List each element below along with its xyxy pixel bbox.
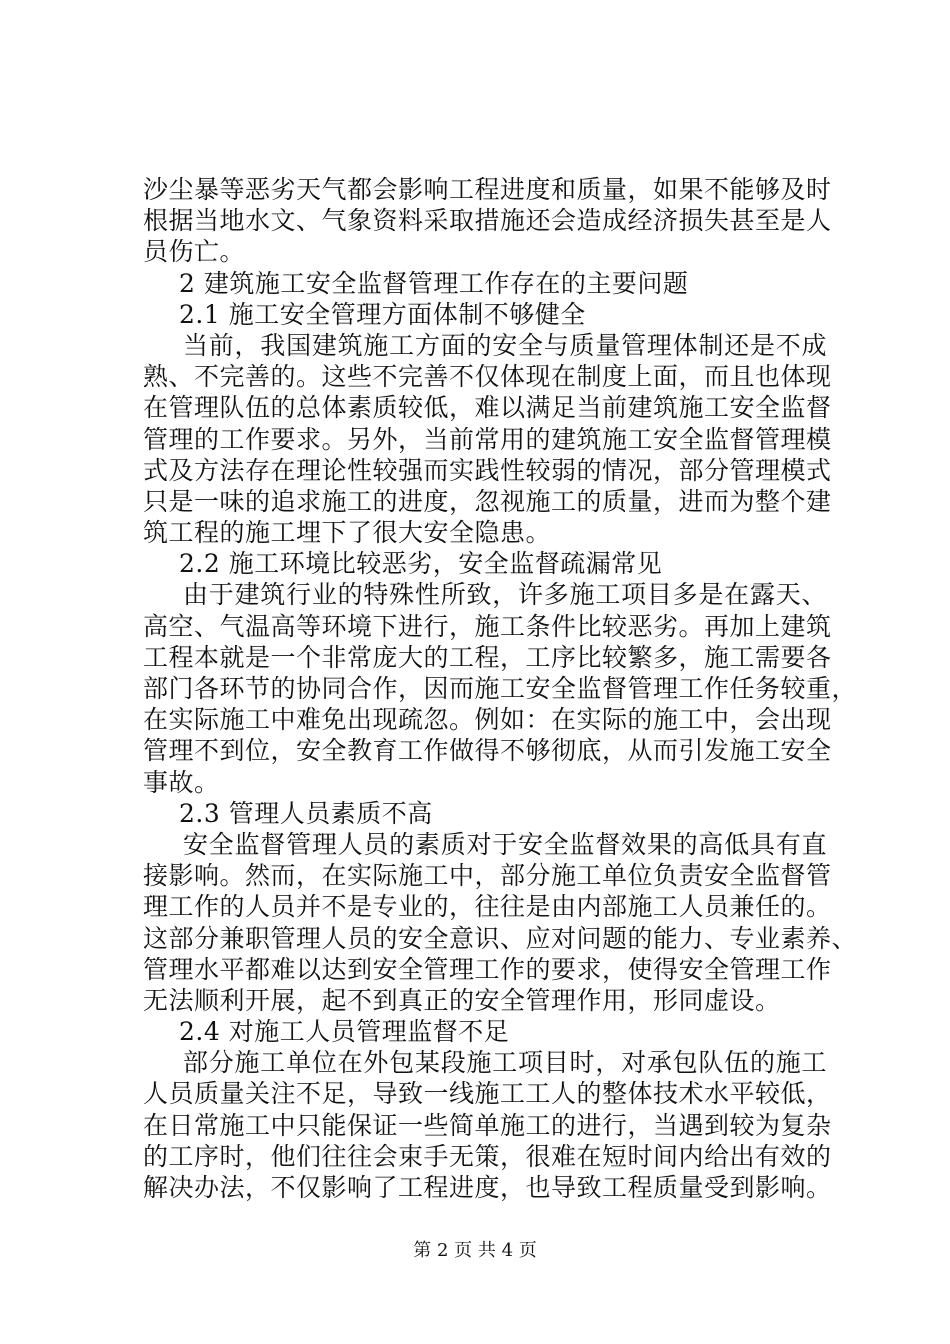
body-text-line: 理工作的人员并不是专业的，往往是由内部施工人员兼任的。 (143, 892, 832, 922)
body-text-line: 接影响。然而，在实际施工中，部分施工单位负责安全监督管 (143, 861, 832, 891)
section-heading: 2.3 管理人员素质不高 (179, 798, 433, 828)
page-number: 第 2 页 共 4 页 (413, 1240, 537, 1261)
section-heading: 2.4 对施工人员管理监督不足 (179, 1017, 510, 1047)
body-text-line: 熟、不完善的。这些不完善不仅体现在制度上面，而且也体现 (143, 362, 832, 392)
body-text-line: 根据当地水文、气象资料采取措施还会造成经济损失甚至是人 (143, 206, 832, 236)
body-text-line: 工程本就是一个非常庞大的工程，工序比较繁多，施工需要各 (143, 642, 832, 672)
body-text-line: 部门各环节的协同合作，因而施工安全监督管理工作任务较重， (143, 674, 858, 703)
body-text-line: 高空、气温高等环境下进行，施工条件比较恶劣。再加上建筑 (143, 611, 832, 641)
paragraph-last-line: 事故。 (143, 767, 220, 797)
document-body (143, 174, 858, 1203)
paragraph-last-line: 筑工程的施工埋下了很大安全隐患。 (143, 518, 552, 548)
page-footer (0, 1240, 950, 1262)
body-text-line: 解决办法，不仅影响了工程进度，也导致工程质量受到影响。 (143, 1173, 832, 1202)
body-text-line: 在日常施工中只能保证一些简单施工的进行，当遇到较为复杂 (143, 1110, 832, 1140)
paragraph-first-line: 当前，我国建筑施工方面的安全与质量管理体制还是不成 (183, 330, 827, 360)
body-text-line: 只是一味的追求施工的进度，忽视施工的质量，进而为整个建 (143, 486, 832, 516)
body-text-line: 管理水平都难以达到安全管理工作的要求，使得安全管理工作 (143, 954, 832, 984)
paragraph-last-line: 无法顺利开展，起不到真正的安全管理作用，形同虚设。 (143, 985, 781, 1015)
paragraph-last-line: 员伤亡。 (143, 237, 246, 267)
section-heading: 2.2 施工环境比较恶劣，安全监督疏漏常见 (179, 549, 663, 579)
section-heading: 2.1 施工安全管理方面体制不够健全 (179, 299, 586, 329)
body-text-line: 管理不到位，安全教育工作做得不够彻底，从而引发施工安全 (143, 736, 832, 766)
body-text-line: 沙尘暴等恶劣天气都会影响工程进度和质量，如果不能够及时 (143, 175, 832, 204)
paragraph-first-line: 安全监督管理人员的素质对于安全监督效果的高低具有直 (183, 829, 827, 859)
body-text-line: 管理的工作要求。另外，当前常用的建筑施工安全监督管理模 (143, 424, 832, 454)
paragraph-first-line: 部分施工单位在外包某段施工项目时，对承包队伍的施工 (183, 1048, 827, 1078)
body-text-line: 这部分兼职管理人员的安全意识、应对问题的能力、专业素养、 (143, 923, 858, 953)
paragraph-first-line: 由于建筑行业的特殊性所致，许多施工项目多是在露天、 (183, 580, 827, 610)
body-text-line: 在管理队伍的总体素质较低，难以满足当前建筑施工安全监督 (143, 393, 832, 423)
body-text-line: 在实际施工中难免出现疏忽。例如：在实际的施工中，会出现 (143, 705, 832, 735)
body-text-line: 式及方法存在理论性较强而实践性较弱的情况，部分管理模式 (143, 455, 832, 485)
body-text-line: 的工序时，他们往往会束手无策，很难在短时间内给出有效的 (143, 1141, 832, 1171)
section-heading: 2 建筑施工安全监督管理工作存在的主要问题 (179, 268, 689, 298)
body-text-line: 人员质量关注不足，导致一线施工工人的整体技术水平较低， (143, 1079, 832, 1109)
